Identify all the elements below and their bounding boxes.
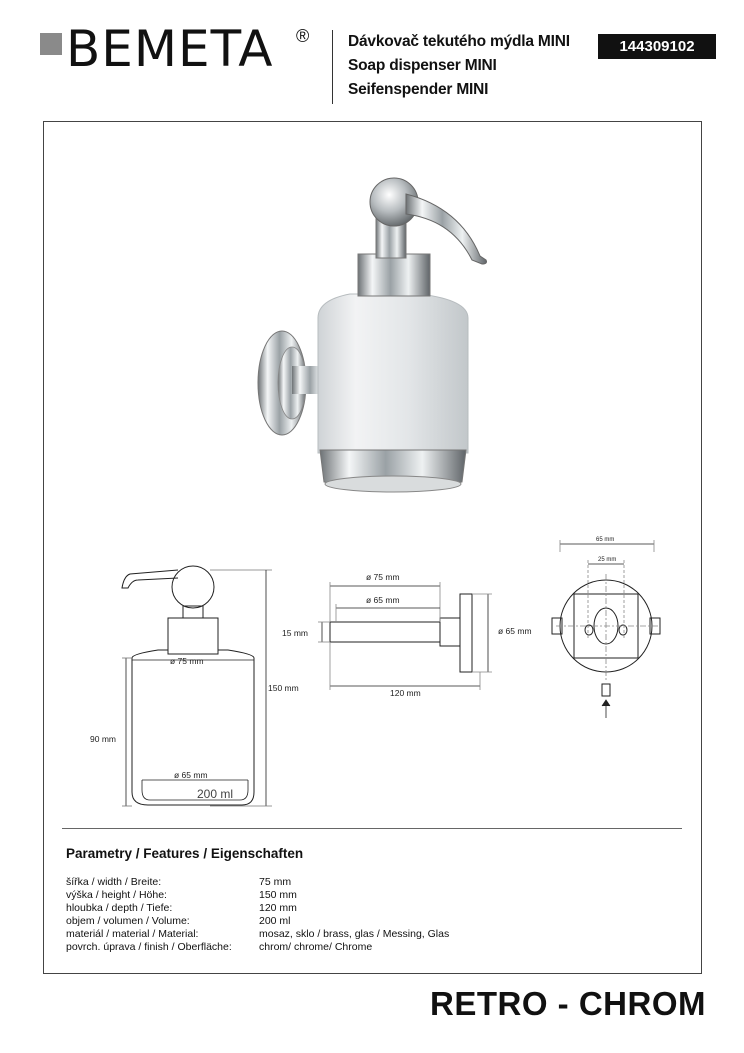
side-h15-label: 15 mm <box>282 628 308 638</box>
side-d65-label: ø 65 mm <box>366 595 400 605</box>
param-label: materiál / material / Material: <box>66 928 199 940</box>
param-row <box>66 902 449 915</box>
brand-logo <box>40 20 330 84</box>
param-value: 120 mm <box>259 902 297 914</box>
param-row <box>66 876 449 889</box>
title-en: Soap dispenser MINI <box>348 57 497 74</box>
param-row <box>66 889 449 902</box>
title-de: Seifenspender MINI <box>348 81 489 98</box>
params-title: Parametry / Features / Eigenschaften <box>66 846 304 861</box>
brand-name: BEMETA <box>66 20 274 78</box>
params-table <box>66 876 449 954</box>
side-depth-label: 120 mm <box>390 688 421 698</box>
param-row <box>66 915 449 928</box>
param-label: výška / height / Höhe: <box>66 889 167 901</box>
side-d75-label: ø 75 mm <box>366 572 400 582</box>
side-rose-label: ø 65 mm <box>498 626 532 636</box>
params-separator <box>62 828 682 829</box>
front-h90-label: 90 mm <box>90 734 116 744</box>
param-value: 75 mm <box>259 876 292 888</box>
back-w65-label: 65 mm <box>596 537 615 543</box>
param-value: 150 mm <box>259 889 297 901</box>
param-value: chrom/ chrome/ Chrome <box>259 941 373 953</box>
product-code-badge: 144309102 <box>598 34 716 59</box>
param-label: objem / volumen / Volume: <box>66 915 190 927</box>
front-volume-label: 200 ml <box>197 787 234 801</box>
product-titles <box>348 30 570 102</box>
front-d75-label: ø 75 mm <box>170 656 204 666</box>
param-value: 200 ml <box>259 915 291 927</box>
param-label: povrch. úprava / finish / Oberfläche: <box>66 941 232 953</box>
back-w25-label: 25 mm <box>598 557 617 563</box>
param-row <box>66 941 449 954</box>
front-d65-label: ø 65 mm <box>174 770 208 780</box>
param-row <box>66 928 449 941</box>
param-label: hloubka / depth / Tiefe: <box>66 902 173 914</box>
product-photo <box>230 168 510 508</box>
title-cz: Dávkovač tekutého mýdla MINI <box>348 33 570 50</box>
logo-square-mark <box>40 33 62 55</box>
param-value: mosaz, sklo / brass, glas / Messing, Glas <box>259 928 450 940</box>
registered-mark: ® <box>296 26 310 46</box>
collection-name: RETRO - CHROM <box>430 985 706 1022</box>
header-divider <box>332 30 333 104</box>
pump-collar <box>358 254 430 296</box>
param-label: šířka / width / Breite: <box>66 876 162 888</box>
technical-drawing <box>60 530 700 830</box>
front-h150-label: 150 mm <box>268 683 299 693</box>
glass-bottle <box>318 294 468 453</box>
